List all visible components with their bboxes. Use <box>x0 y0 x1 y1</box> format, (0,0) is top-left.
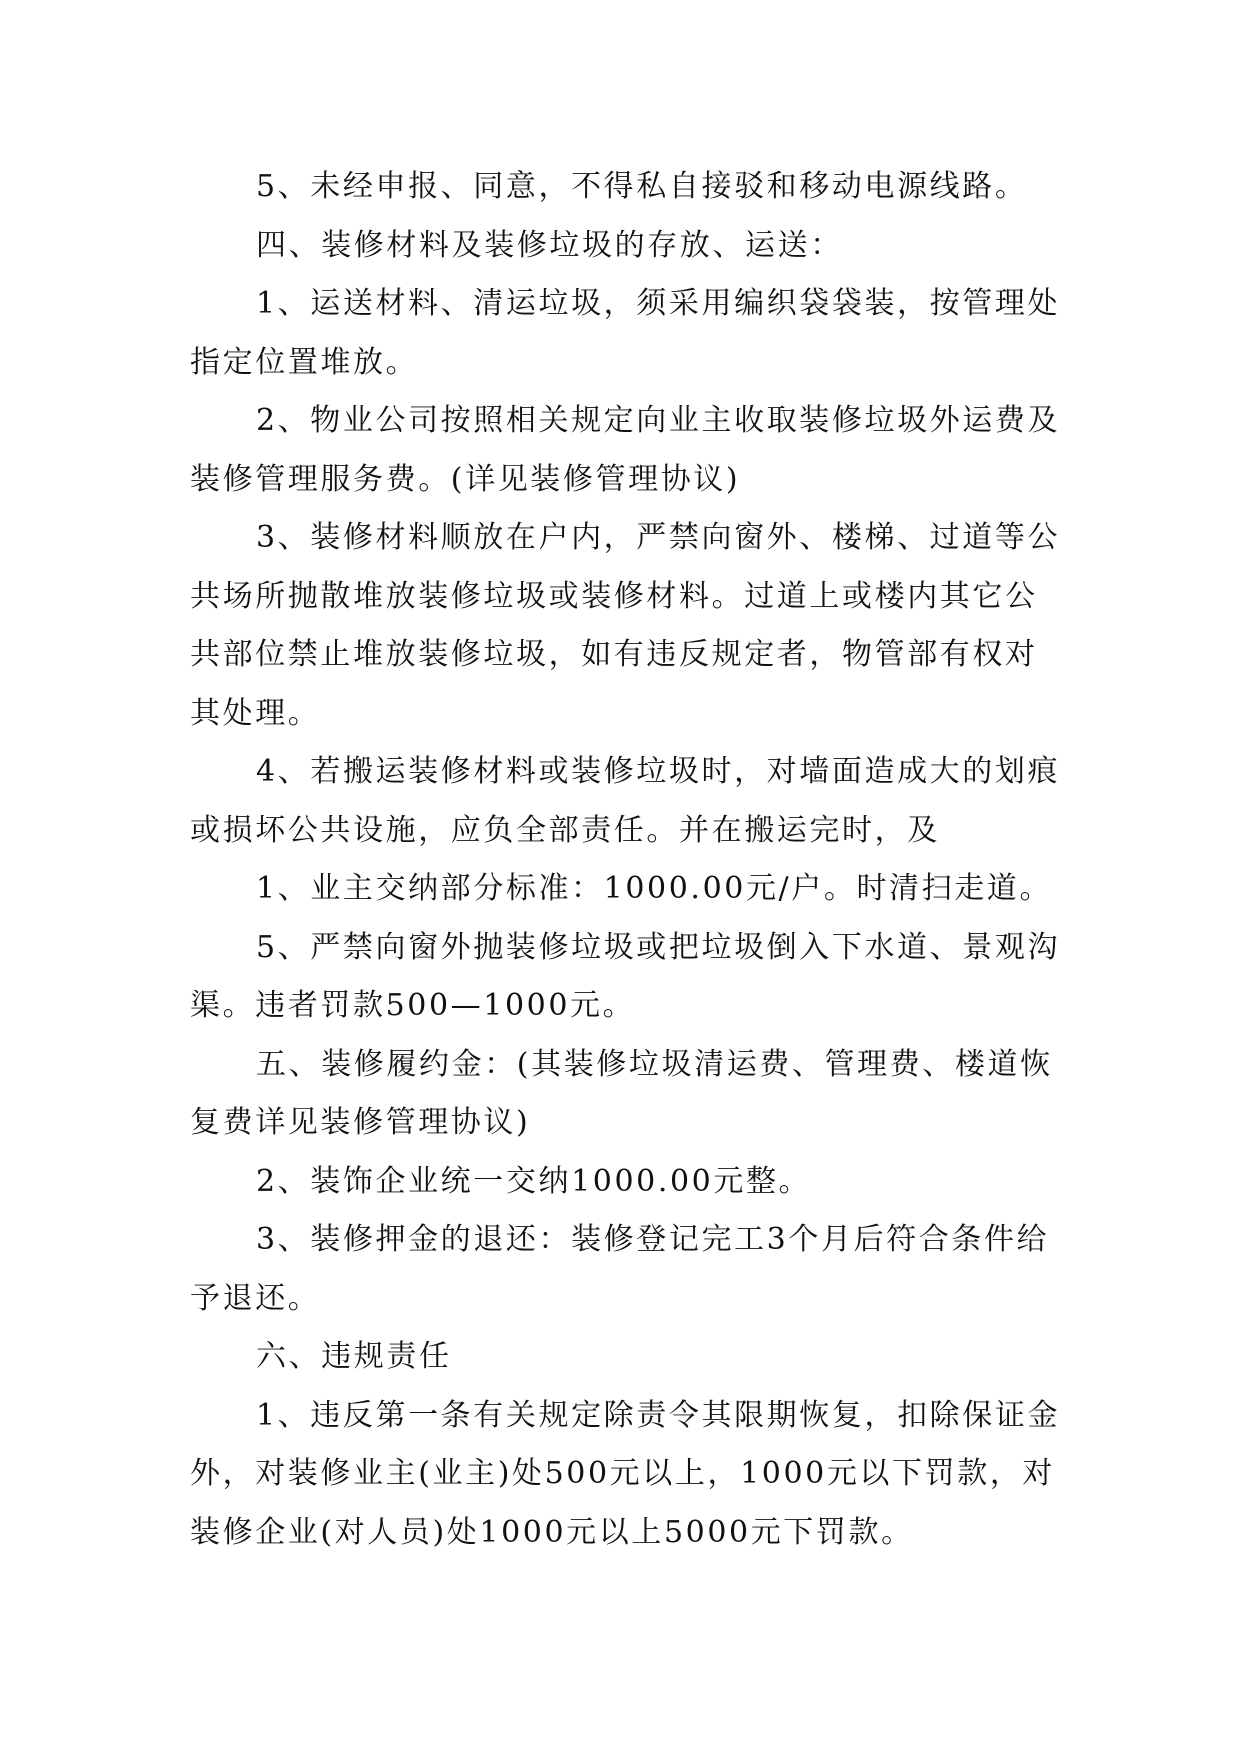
paragraph-item-3-storage: 3、装修材料顺放在户内，严禁向窗外、楼梯、过道等公共场所抛散堆放装修垃圾或装修材料。过道上或楼内其它公共部位禁止堆放装修垃圾，如有违反规定者，物管部有权对其处理。 <box>190 520 1061 731</box>
section-heading-violations: 六、违规责任 <box>256 1339 452 1374</box>
section-heading-materials-waste: 四、装修材料及装修垃圾的存放、运送： <box>256 227 843 263</box>
paragraph-item-2-company-fee: 2、装饰企业统一交纳1000.00元整。 <box>256 1163 812 1199</box>
paragraph-item-1-penalties: 1、违反第一条有关规定除责令其限期恢复，扣除保证金外，对装修业主(业主)处500元以上，1000元以下罚款，对装修企业(对人员)处1000元以上5000元下罚款。 <box>190 1397 1061 1550</box>
paragraph-item-1-transport: 1、运送材料、清运垃圾，须采用编织袋袋装，按管理处指定位置堆放。 <box>190 286 1061 380</box>
paragraph-item-5-power-lines: 5、未经申报、同意，不得私自接驳和移动电源线路。 <box>256 169 1028 204</box>
paragraph-item-5-dumping: 5、严禁向窗外抛装修垃圾或把垃圾倒入下水道、景观沟渠。违者罚款500—1000元。 <box>190 929 1061 1023</box>
section-heading-deposit: 五、装修履约金：(其装修垃圾清运费、管理费、楼道恢复费详见装修管理协议) <box>190 1046 1053 1140</box>
document-body <box>190 158 1062 1562</box>
paragraph-item-3-refund: 3、装修押金的退还：装修登记完工3个月后符合条件给予退还。 <box>190 1222 1050 1316</box>
paragraph-owner-fee-standard: 1、业主交纳部分标准：1000.00元/户。时清扫走道。 <box>256 871 1053 906</box>
paragraph-item-2-fees: 2、物业公司按照相关规定向业主收取装修垃圾外运费及装修管理服务费。(详见装修管理协议) <box>190 403 1061 497</box>
paragraph-item-4-damage: 4、若搬运装修材料或装修垃圾时，对墙面造成大的划痕或损坏公共设施，应负全部责任。并在搬运完时，及 <box>190 754 1061 848</box>
